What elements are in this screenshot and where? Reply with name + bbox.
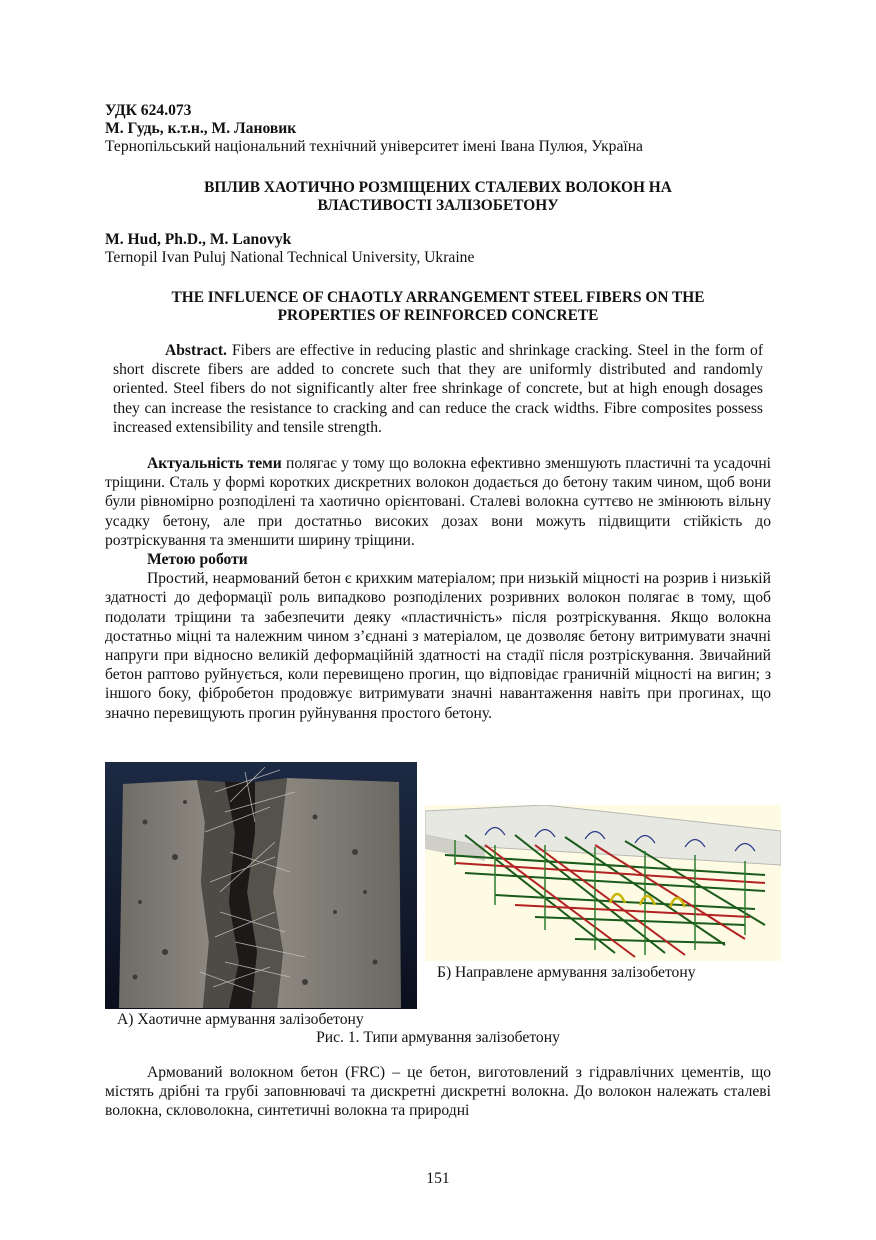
abstract (113, 341, 763, 437)
caption-figure-b: Б) Направлене армування залізобетону (437, 964, 696, 981)
affiliation-en: Ternopil Ivan Puluj National Technical University, Ukraine (105, 249, 475, 266)
page-number: 151 (426, 1170, 450, 1187)
abstract-label: Abstract. (165, 342, 227, 359)
relevance-label: Актуальність теми (147, 455, 282, 473)
relevance-paragraph (105, 454, 771, 550)
authors-en: M. Hud, Ph.D., M. Lanovyk (105, 231, 292, 248)
caption-figure-main: Рис. 1. Типи армування залізобетону (316, 1029, 560, 1046)
title-en-line1: THE INFLUENCE OF CHAOTLY ARRANGEMENT STEEL FIBERS ON THE (171, 289, 705, 306)
caption-figure-a: А) Хаотичне армування залізобетону (117, 1011, 364, 1028)
title-en-line2: PROPERTIES OF REINFORCED CONCRETE (277, 307, 599, 324)
abstract-text: Fibers are effective in reducing plastic and shrinkage cracking. Steel in the form of short discrete fibers are added to concrete such that they are uniformly distributed and randomly oriented. Steel fibers do not significantly alter free shrinkage of concrete, but at high enough dosages they can increase the resistance to cracking and can reduce the crack widths. Fibre composites possess increased extensibility and tensile strength. (113, 342, 764, 436)
udk-code: УДК 624.073 (105, 102, 192, 119)
goal-heading: Метою роботи (147, 551, 248, 569)
authors-ua: М. Гудь, к.т.н., М. Лановик (105, 120, 297, 137)
relevance-text: полягає у тому що волокна ефективно зменшують пластичні та усадочні тріщини. Сталь у формі коротких дискретних волокон додається до бетону таким чином, щоб вони були рівномірно розподілені та хаотично орієнтовані. Сталеві волокна суттєво не змінюють вільну усадку бетону, але при достатньо високих дозах вони можуть підвищити стійкість до розтріскування та зменшити ширину тріщини. (105, 455, 771, 549)
goal-paragraph: Простий, неармований бетон є крихким матеріалом; при низькій міцності на розрив і низькій здатності до деформації роль випадково розподілених розривних волокон полягає в тому, щоб подолати тріщини та забезпечити деяку «пластичність» після розтріскування. Якщо волокна достатньо міцні та належним чином з’єднані з матеріалом, це дозволяє бетону витримувати значні напруги при відносно великій деформаційній здатності на стадії після розтріскування. Звичайний бетон раптово руйнується, коли перевищено прогин, що відповідає граничній міцності на вигин; з іншого боку, фібробетон продовжує витримувати значні навантаження навіть при прогинах, що значно перевищують прогин руйнування простого бетону. (105, 570, 771, 722)
figure-b-directed-reinforcement (425, 805, 781, 961)
affiliation-ua: Тернопільський національний технічний університет імені Івана Пулюя, Україна (105, 138, 643, 155)
frc-paragraph: Армований волокном бетон (FRC) – це бетон, виготовлений з гідравлічних цементів, що містять дрібні та грубі заповнювачі та дискретні дискретні волокна. До волокон належать сталеві волокна, скловолокна, синтетичні волокна та природні (105, 1064, 771, 1120)
figure-a-chaotic-fibers (105, 762, 417, 1009)
paper-page (105, 102, 771, 723)
title-ua-line1: ВПЛИВ ХАОТИЧНО РОЗМІЩЕНИХ СТАЛЕВИХ ВОЛОКОН НА (204, 179, 672, 196)
title-ua-line2: ВЛАСТИВОСТІ ЗАЛІЗОБЕТОНУ (317, 197, 559, 214)
